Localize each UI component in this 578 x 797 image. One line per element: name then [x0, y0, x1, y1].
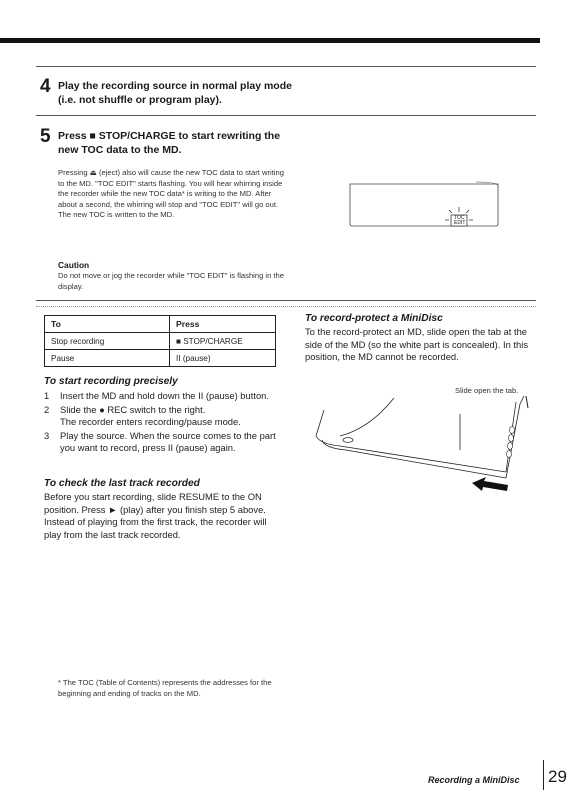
caution-text: Do not move or jog the recorder while "TOC EDIT" is flashing in the display. — [58, 271, 284, 291]
table-header-cell: Press — [170, 316, 276, 333]
list-item-text: Play the source. When the source comes to the part you want to record, press II (pause) again. — [60, 429, 276, 454]
table-cell: II (pause) — [170, 350, 276, 367]
display-toc-text: TOC — [454, 215, 465, 221]
table-cell: ■ STOP/CHARGE — [170, 333, 276, 350]
list-item-number: 1 — [44, 390, 50, 401]
protect-caption: Slide open the tab. — [455, 386, 519, 395]
step4-number: 4 — [40, 76, 51, 97]
step5-note: Pressing ⏏ (eject) also will cause the new TOC data to start writing to the MD. "TOC EDIT" starts flashing. You will hear whirring inside the recorder while the new TOC data* is writing to the MD. After about a second, the whirring will stop and "TOC EDIT" will go out. The new TOC is written to the MD. — [58, 168, 284, 220]
table-header-row — [45, 316, 276, 333]
controls-table — [44, 315, 276, 367]
middle-rule — [36, 300, 536, 301]
display-illustration — [348, 180, 500, 228]
step5-number: 5 — [40, 126, 51, 147]
list-item — [44, 390, 284, 403]
footnote: * The TOC (Table of Contents) represents the addresses for the beginning and ending of tracks on the MD. — [58, 678, 272, 698]
table-cell: Stop recording — [45, 333, 170, 350]
middle-dotted-rule — [36, 306, 536, 307]
table-header-cell: To — [45, 316, 170, 333]
caution-heading: Caution — [58, 260, 90, 270]
list-item-text: Insert the MD and hold down the II (pause) button. — [60, 390, 269, 401]
step5-text: Press ■ STOP/CHARGE to start rewriting the new TOC data to the MD. — [58, 130, 281, 156]
precise-heading: To start recording precisely — [44, 376, 178, 387]
list-item-number: 2 — [44, 403, 50, 415]
footer-divider — [543, 760, 544, 790]
display-edit-text: EDIT — [454, 220, 466, 227]
list-item — [44, 404, 284, 429]
header-bar — [0, 38, 540, 43]
protect-text: To the record-protect an MD, slide open the tab at the side of the MD (so the white part is concealed). In this position, the MD cannot be recorded. — [305, 326, 529, 363]
minidisc-illustration — [310, 396, 542, 496]
list-item-number: 3 — [44, 429, 50, 441]
table-cell: Pause — [45, 350, 170, 367]
footer-section-title: Recording a MiniDisc — [428, 775, 520, 785]
step4-text: Play the recording source in normal play mode (i.e. not shuffle or program play). — [58, 80, 292, 106]
last-track-text: Before you start recording, slide RESUME to the ON position. Press ► (play) after you finish step 5 above. Instead of playing from the first track, the recorder will play from the last track recorded. — [44, 491, 267, 540]
page-number: 29 — [548, 767, 567, 786]
lcd-display-icon — [348, 180, 500, 228]
list-item-subtext: The recorder enters recording/pause mode. — [60, 416, 241, 428]
step5-top-rule — [36, 115, 536, 116]
precise-list — [44, 390, 284, 455]
protect-heading: To record-protect a MiniDisc — [305, 313, 443, 324]
list-item — [44, 430, 284, 455]
list-item-text: Slide the ● REC switch to the right. — [60, 403, 206, 415]
table-row — [45, 333, 276, 350]
last-track-heading: To check the last track recorded — [44, 478, 200, 489]
slide-arrow-icon — [470, 476, 510, 499]
table-row — [45, 350, 276, 367]
step4-top-rule — [36, 66, 536, 67]
